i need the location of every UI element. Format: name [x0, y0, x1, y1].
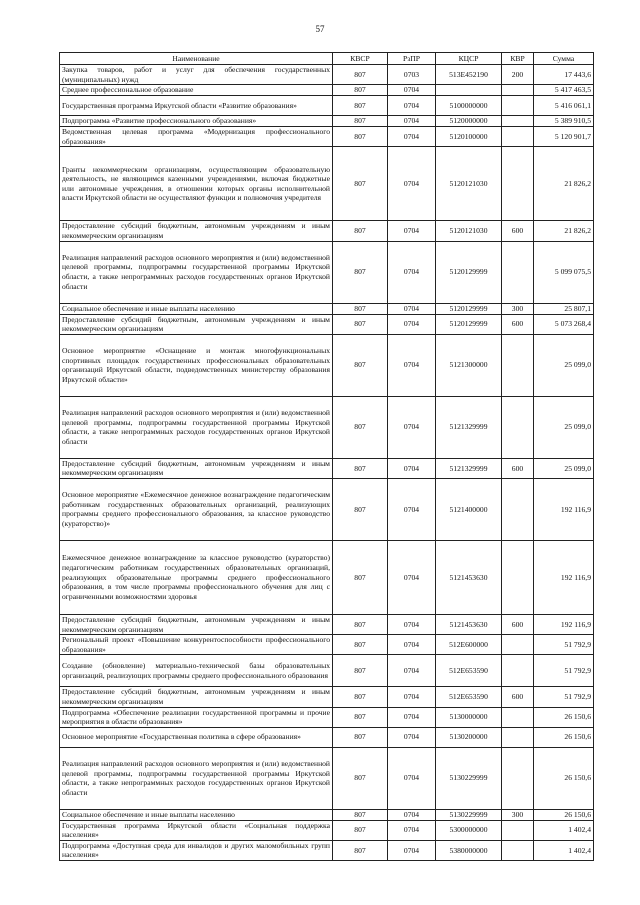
- cell-rzpr: 0704: [388, 614, 436, 634]
- column-header-kcsr: КЦСР: [436, 53, 502, 65]
- cell-kvr: 600: [502, 687, 534, 707]
- cell-kvsr: 807: [333, 458, 388, 478]
- cell-name: Предоставление субсидий бюджетным, автономным учреждениям и иным некоммерческим организациям: [60, 614, 333, 634]
- cell-rzpr: 0704: [388, 147, 436, 221]
- cell-kvsr: 807: [333, 147, 388, 221]
- cell-rzpr: 0704: [388, 303, 436, 314]
- cell-name: Предоставление субсидий бюджетным, автономным учреждениям и иным некоммерческим организациям: [60, 314, 333, 334]
- cell-name: Реализация направлений расходов основного мероприятия и (или) ведомственной целевой программы, подпрограммы государственной программы Иркутской области, а также непрограммных расходов государственных органов Иркутской области: [60, 396, 333, 458]
- cell-kvr: 600: [502, 221, 534, 241]
- cell-rzpr: 0704: [388, 727, 436, 747]
- cell-sum: 192 116,9: [534, 478, 594, 540]
- table-row: [60, 396, 594, 458]
- cell-kvr: 600: [502, 614, 534, 634]
- cell-kvr: [502, 334, 534, 396]
- table-row: [60, 127, 594, 147]
- cell-kcsr: 5121329999: [436, 396, 502, 458]
- cell-kvr: [502, 96, 534, 116]
- cell-rzpr: 0704: [388, 687, 436, 707]
- cell-kvsr: 807: [333, 116, 388, 127]
- cell-kvr: 300: [502, 809, 534, 820]
- cell-name: Основное мероприятие «Государственная политика в сфере образования»: [60, 727, 333, 747]
- cell-name: Ведомственная целевая программа «Модернизация профессионального образования»: [60, 127, 333, 147]
- table-row: [60, 65, 594, 85]
- table-row: [60, 303, 594, 314]
- cell-kcsr: 5121453630: [436, 540, 502, 614]
- cell-kvsr: 807: [333, 707, 388, 727]
- cell-kcsr: 5121453630: [436, 614, 502, 634]
- cell-sum: 25 099,0: [534, 396, 594, 458]
- cell-kvr: [502, 840, 534, 860]
- cell-rzpr: 0704: [388, 707, 436, 727]
- cell-kcsr: 5121329999: [436, 458, 502, 478]
- cell-kvr: [502, 820, 534, 840]
- cell-kcsr: 5130229999: [436, 747, 502, 809]
- cell-rzpr: 0704: [388, 458, 436, 478]
- cell-rzpr: 0704: [388, 314, 436, 334]
- cell-name: Государственная программа Иркутской области «Социальная поддержка населения»: [60, 820, 333, 840]
- cell-kcsr: 5121300000: [436, 334, 502, 396]
- cell-kvsr: 807: [333, 655, 388, 687]
- cell-kcsr: 5120100000: [436, 127, 502, 147]
- budget-table: [59, 52, 594, 861]
- table-row: [60, 85, 594, 96]
- cell-sum: 26 150,6: [534, 747, 594, 809]
- cell-rzpr: 0704: [388, 334, 436, 396]
- table-row: [60, 96, 594, 116]
- cell-kcsr: 5120121030: [436, 147, 502, 221]
- table-row: [60, 221, 594, 241]
- cell-rzpr: 0704: [388, 540, 436, 614]
- cell-kvsr: 807: [333, 635, 388, 655]
- cell-sum: 26 150,6: [534, 727, 594, 747]
- cell-kcsr: 513E452190: [436, 65, 502, 85]
- table-row: [60, 334, 594, 396]
- cell-name: Социальное обеспечение и иные выплаты населению: [60, 809, 333, 820]
- cell-kcsr: 5380000000: [436, 840, 502, 860]
- cell-kcsr: 5120129999: [436, 241, 502, 303]
- cell-rzpr: 0704: [388, 655, 436, 687]
- cell-name: Региональный проект «Повышение конкурентоспособности профессионального образования»: [60, 635, 333, 655]
- table-row: [60, 707, 594, 727]
- table-row: [60, 241, 594, 303]
- cell-kvr: [502, 635, 534, 655]
- table-row: [60, 655, 594, 687]
- cell-rzpr: 0704: [388, 840, 436, 860]
- table-row: [60, 840, 594, 860]
- cell-kcsr: 5120121030: [436, 221, 502, 241]
- cell-rzpr: 0704: [388, 820, 436, 840]
- cell-kvr: 600: [502, 314, 534, 334]
- cell-sum: 5 416 061,1: [534, 96, 594, 116]
- cell-kcsr: 5300000000: [436, 820, 502, 840]
- column-header-sum: Сумма: [534, 53, 594, 65]
- cell-kvr: [502, 478, 534, 540]
- cell-name: Создание (обновление) материально-технической базы образовательных организаций, реализующих программы среднего профессионального образования: [60, 655, 333, 687]
- cell-kvr: 600: [502, 458, 534, 478]
- cell-kvr: [502, 707, 534, 727]
- cell-rzpr: 0704: [388, 127, 436, 147]
- cell-sum: 5 389 910,5: [534, 116, 594, 127]
- cell-kvsr: 807: [333, 65, 388, 85]
- cell-rzpr: 0704: [388, 478, 436, 540]
- cell-sum: 21 826,2: [534, 147, 594, 221]
- cell-kvsr: 807: [333, 96, 388, 116]
- cell-sum: 5 099 075,5: [534, 241, 594, 303]
- table-row: [60, 478, 594, 540]
- cell-sum: 21 826,2: [534, 221, 594, 241]
- cell-sum: 51 792,9: [534, 687, 594, 707]
- cell-sum: 1 402,4: [534, 820, 594, 840]
- cell-rzpr: 0704: [388, 396, 436, 458]
- cell-name: Государственная программа Иркутской области «Развитие образования»: [60, 96, 333, 116]
- cell-kvr: 200: [502, 65, 534, 85]
- column-header-kvsr: КВСР: [333, 53, 388, 65]
- cell-name: Предоставление субсидий бюджетным, автономным учреждениям и иным некоммерческим организациям: [60, 221, 333, 241]
- cell-kcsr: 5120129999: [436, 314, 502, 334]
- cell-name: Подпрограмма «Развитие профессионального образования»: [60, 116, 333, 127]
- table-row: [60, 820, 594, 840]
- cell-name: Подпрограмма «Доступная среда для инвалидов и других маломобильных групп населения»: [60, 840, 333, 860]
- cell-kvsr: 807: [333, 85, 388, 96]
- table-row: [60, 727, 594, 747]
- cell-kcsr: 5120000000: [436, 116, 502, 127]
- cell-name: Социальное обеспечение и иные выплаты населению: [60, 303, 333, 314]
- cell-kvsr: 807: [333, 540, 388, 614]
- cell-kvsr: 807: [333, 840, 388, 860]
- cell-rzpr: 0703: [388, 65, 436, 85]
- cell-kvsr: 807: [333, 241, 388, 303]
- cell-sum: 51 792,9: [534, 655, 594, 687]
- table-row: [60, 747, 594, 809]
- cell-rzpr: 0704: [388, 96, 436, 116]
- cell-sum: 192 116,9: [534, 614, 594, 634]
- cell-name: Ежемесячное денежное вознаграждение за классное руководство (кураторство) педагогическим работникам государственных образовательных организаций, реализующих образовательные программы среднего профессионального образования, в том числе программы профессионального обучения для лиц с ограниченными возможностями здоровья: [60, 540, 333, 614]
- cell-sum: 192 116,9: [534, 540, 594, 614]
- cell-kvsr: 807: [333, 221, 388, 241]
- cell-rzpr: 0704: [388, 635, 436, 655]
- cell-sum: 26 150,6: [534, 707, 594, 727]
- cell-rzpr: 0704: [388, 241, 436, 303]
- cell-kvr: 300: [502, 303, 534, 314]
- cell-kcsr: [436, 85, 502, 96]
- cell-sum: 25 807,1: [534, 303, 594, 314]
- cell-rzpr: 0704: [388, 747, 436, 809]
- cell-kcsr: 5100000000: [436, 96, 502, 116]
- cell-kvsr: 807: [333, 314, 388, 334]
- cell-kvr: [502, 540, 534, 614]
- table-row: [60, 809, 594, 820]
- cell-kvsr: 807: [333, 747, 388, 809]
- table-row: [60, 147, 594, 221]
- cell-kvsr: 807: [333, 478, 388, 540]
- cell-rzpr: 0704: [388, 809, 436, 820]
- cell-kvsr: 807: [333, 687, 388, 707]
- cell-name: Среднее профессиональное образование: [60, 85, 333, 96]
- table-row: [60, 116, 594, 127]
- table-body: [60, 65, 594, 861]
- cell-sum: 5 120 901,7: [534, 127, 594, 147]
- cell-rzpr: 0704: [388, 221, 436, 241]
- cell-kcsr: 512E653590: [436, 687, 502, 707]
- page-number: 57: [315, 24, 325, 34]
- column-header-rzpr: РзПР: [388, 53, 436, 65]
- cell-name: Основное мероприятие «Оснащение и монтаж многофункциональных спортивных площадок государственных профессиональных образовательных организаций Иркутской области, подведомственных министерству образования Иркутской области»: [60, 334, 333, 396]
- table-row: [60, 687, 594, 707]
- cell-sum: 25 099,0: [534, 458, 594, 478]
- cell-kcsr: 5130000000: [436, 707, 502, 727]
- cell-sum: 1 402,4: [534, 840, 594, 860]
- cell-kvsr: 807: [333, 303, 388, 314]
- column-header-kvr: КВР: [502, 53, 534, 65]
- cell-kvr: [502, 85, 534, 96]
- cell-name: Закупка товаров, работ и услуг для обеспечения государственных (муниципальных) нужд: [60, 65, 333, 85]
- cell-kvsr: 807: [333, 820, 388, 840]
- cell-kvr: [502, 147, 534, 221]
- cell-sum: 5 073 268,4: [534, 314, 594, 334]
- cell-name: Реализация направлений расходов основного мероприятия и (или) ведомственной целевой программы, подпрограммы государственной программы Иркутской области, а также непрограммных расходов государственных органов Иркутской области: [60, 747, 333, 809]
- cell-name: Предоставление субсидий бюджетным, автономным учреждениям и иным некоммерческим организациям: [60, 687, 333, 707]
- cell-kvsr: 807: [333, 127, 388, 147]
- cell-name: Гранты некоммерческим организациям, осуществляющим образовательную деятельность, не являющимся казенными учреждениями, включая бюджетные или автономные учреждения, в отношении которых органы исполнительной власти Иркутской области не осуществляют функции и полномочия учредителя: [60, 147, 333, 221]
- cell-sum: 51 792,9: [534, 635, 594, 655]
- cell-sum: 17 443,6: [534, 65, 594, 85]
- cell-kvr: [502, 396, 534, 458]
- cell-kvsr: 807: [333, 809, 388, 820]
- cell-name: Предоставление субсидий бюджетным, автономным учреждениям и иным некоммерческим организациям: [60, 458, 333, 478]
- cell-kcsr: 5130229999: [436, 809, 502, 820]
- cell-kvr: [502, 116, 534, 127]
- cell-kvsr: 807: [333, 727, 388, 747]
- cell-kcsr: 5121400000: [436, 478, 502, 540]
- cell-name: Основное мероприятие «Ежемесячное денежное вознаграждение педагогическим работникам государственных образовательных организаций, реализующих программы среднего профессионального образования, за классное руководство (кураторство)»: [60, 478, 333, 540]
- table-row: [60, 314, 594, 334]
- table-row: [60, 540, 594, 614]
- cell-rzpr: 0704: [388, 85, 436, 96]
- cell-sum: 5 417 463,5: [534, 85, 594, 96]
- cell-kcsr: 5130200000: [436, 727, 502, 747]
- cell-name: Подпрограмма «Обеспечение реализации государственной программы и прочие мероприятия в области образования»: [60, 707, 333, 727]
- cell-sum: 26 150,6: [534, 809, 594, 820]
- cell-rzpr: 0704: [388, 116, 436, 127]
- table-row: [60, 635, 594, 655]
- cell-kcsr: 5120129999: [436, 303, 502, 314]
- cell-kvr: [502, 747, 534, 809]
- cell-kvr: [502, 727, 534, 747]
- table-row: [60, 458, 594, 478]
- table-row: [60, 614, 594, 634]
- table-header-row: [60, 53, 594, 65]
- cell-kcsr: 512E600000: [436, 635, 502, 655]
- cell-kvr: [502, 241, 534, 303]
- cell-kvsr: 807: [333, 396, 388, 458]
- column-header-name: Наименование: [60, 53, 333, 65]
- cell-kcsr: 512E653590: [436, 655, 502, 687]
- cell-kvsr: 807: [333, 334, 388, 396]
- cell-sum: 25 099,0: [534, 334, 594, 396]
- cell-kvr: [502, 655, 534, 687]
- cell-kvr: [502, 127, 534, 147]
- cell-kvsr: 807: [333, 614, 388, 634]
- cell-name: Реализация направлений расходов основного мероприятия и (или) ведомственной целевой программы, подпрограммы государственной программы Иркутской области, а также непрограммных расходов государственных органов Иркутской области: [60, 241, 333, 303]
